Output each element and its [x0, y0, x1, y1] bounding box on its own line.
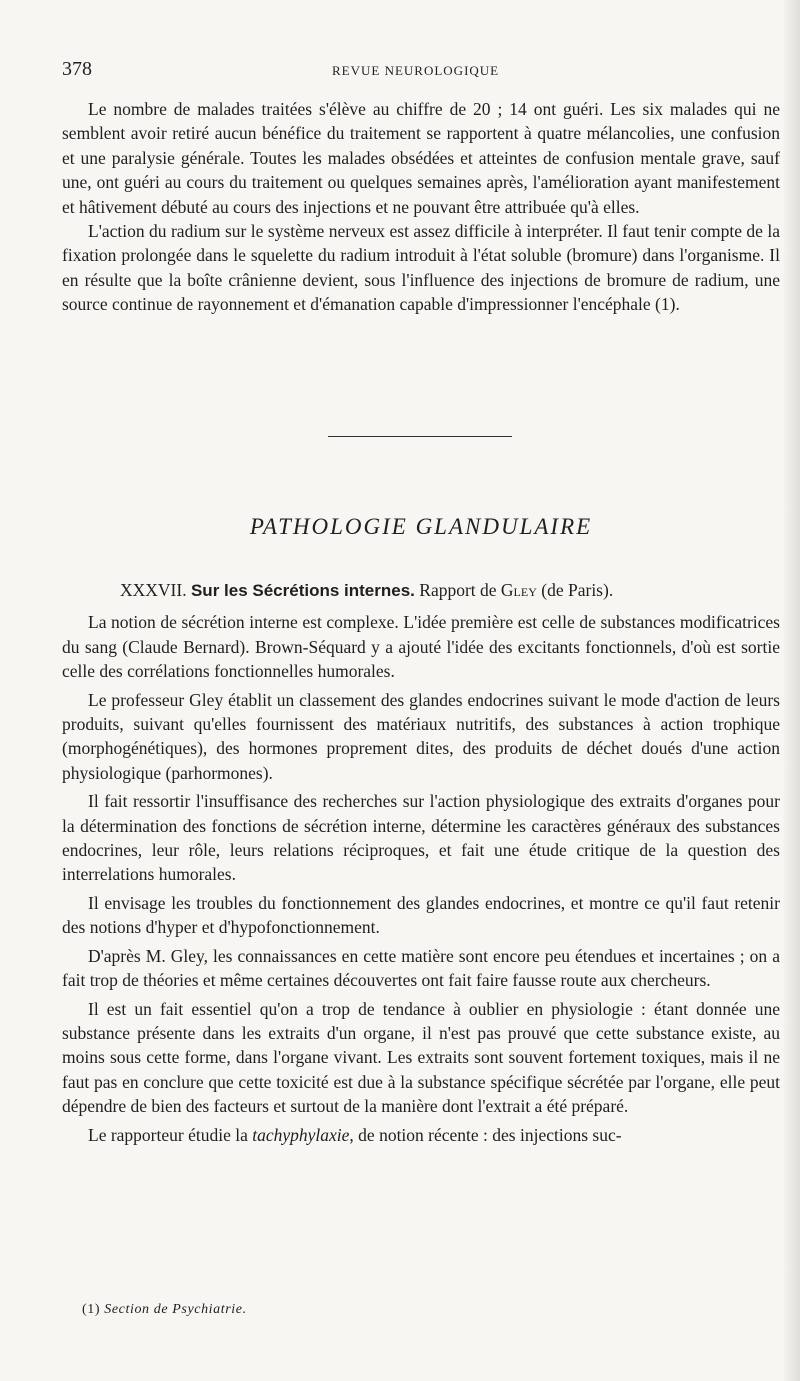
text-run: , de notion récente : des injections suc- [349, 1124, 622, 1145]
page-header [62, 58, 782, 82]
intro-text [62, 97, 780, 317]
footnote-marker: (1) [82, 1302, 101, 1317]
report-prefix: Rapport de [419, 580, 497, 600]
paragraph: Il envisage les troubles du fonctionnement des glandes endocrines, et montre ce qu'il faut retenir des notions d'hyper et d'hypofonctionnement. [62, 892, 780, 938]
article-number: XXXVII. [120, 580, 187, 600]
footnote-text: Section de Psychiatrie. [104, 1302, 247, 1317]
emphasis-term: tachyphylaxie [252, 1124, 350, 1145]
section-divider [328, 436, 512, 437]
page-number: 378 [62, 58, 92, 80]
running-head: REVUE NEUROLOGIQUE [332, 63, 500, 78]
page-edge-shadow [782, 0, 800, 1381]
paragraph: L'action du radium sur le système nerveux est assez difficile à interpréter. Il faut tenir compte de la fixation prolongée dans le squelette du radium introduit à l'état soluble (bromure) dans l'organisme. Il en résulte que la boîte crânienne devient, sous l'influence des injections de bromure de radium, une source continue de rayonnement et d'émanation capable d'impressionner l'encéphale (1). [62, 221, 780, 315]
paragraph: Il est un fait essentiel qu'on a trop de tendance à oublier en physiologie : étant donnée une substance présente dans les extraits d'un organe, il n'est pas prouvé que cette substance existe, au moins sous cette forme, dans l'organe vivant. Les extraits sont souvent fortement toxiques, mais il ne faut pas en conclure que cette toxicité est due à la substance spécifique sécrétée par l'organe, elle peut dépendre de bien des facteurs et surtout de la manière dont l'extrait a été préparé. [62, 998, 780, 1117]
text-run: Le rapporteur étudie la [88, 1124, 248, 1145]
author-name: Gley [500, 580, 537, 600]
paragraph: La notion de sécrétion interne est complexe. L'idée première est celle de substances modificatrices du sang (Claude Bernard). Brown-Séquard y a ajouté l'idée des excitants fonctionnels, d'où est sortie celle des corrélations fonctionnelles humorales. [62, 612, 780, 682]
article-heading [62, 578, 780, 603]
section-title: PATHOLOGIE GLANDULAIRE [249, 514, 593, 539]
footnote [82, 1302, 247, 1318]
article-title: Sur les Sécrétions internes. [190, 581, 415, 600]
paragraph-last [62, 1123, 780, 1147]
author-affiliation: (de Paris). [541, 580, 614, 600]
paragraph: Il fait ressortir l'insuffisance des recherches sur l'action physiologique des extraits d'organes pour la détermination des fonctions de sécrétion interne, détermine les caractères généraux des substances endocrines, leur rôle, leurs relations réciproques, et fait une étude critique de la question des interrelations humorales. [62, 791, 780, 885]
paragraph: Le professeur Gley établit un classement des glandes endocrines suivant le mode d'action de leurs produits, suivant qu'elles fournissent des matériaux nutritifs, des substances à action trophique (morphogénétiques), des hormones proprement dites, des produits de déchet doués d'une action physiologique (parhormones). [62, 689, 780, 783]
paragraph: Le nombre de malades traitées s'élève au chiffre de 20 ; 14 ont guéri. Les six malades qui ne semblent avoir retiré aucun bénéfice du traitement se rapportent à quatre mélancolies, une confusion et une paralysie générale. Toutes les malades obsédées et atteintes de confusion mentale grave, sauf une, ont guéri au cours du traitement ou quelques semaines après, l'amélioration ayant manifestement et hâtivement débuté au cours des injections et ne pouvant être attribuée qu'à elles. [62, 99, 780, 217]
paragraph: D'après M. Gley, les connaissances en cette matière sont encore peu étendues et incertaines ; on a fait trop de théories et même certaines découvertes ont fait faire fausse route aux chercheurs. [62, 945, 780, 991]
article [62, 578, 780, 1151]
